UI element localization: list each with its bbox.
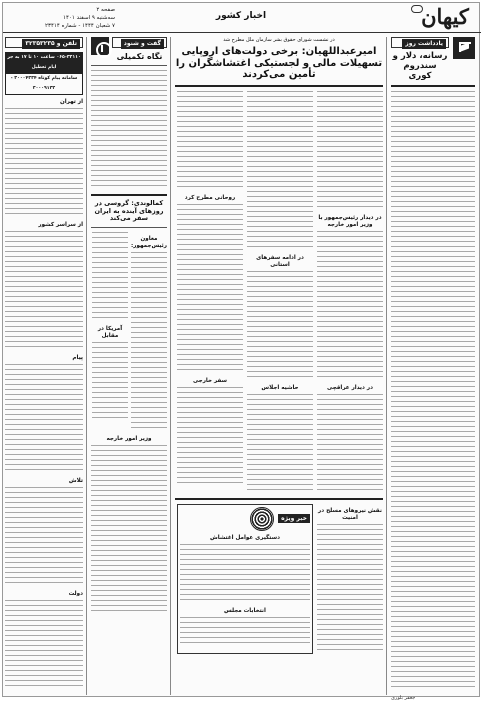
lead-subhead-a: در دیدار رئیس‌جمهور با وزیر امور خارجه [318, 214, 382, 228]
bottom-head-b: دستگیری عوامل اغتشاش [210, 534, 280, 541]
analysis-icon [91, 37, 109, 55]
lead-body-col-b [247, 91, 313, 251]
lead-subhead-b: در ادامه سفرهای استانی [256, 254, 304, 268]
readers-section-1: از تهران [59, 99, 83, 105]
readers-label: تلفن و ۳۲۳۵۳۲۳۵ [22, 39, 80, 49]
analysis-column [91, 37, 167, 695]
lead-story [175, 37, 383, 695]
lead-subhead-c: روحانی مطرح کرد [184, 194, 236, 201]
analysis-label-bar [112, 37, 167, 48]
lead-body-col-a [317, 91, 383, 211]
readers-label-bar [5, 37, 83, 48]
contact-box [5, 52, 83, 95]
bottom-head-a: نقش نیروهای مسلح در امنیت [318, 507, 382, 521]
snippet-head-b: حاشیه اجلاس [261, 384, 299, 391]
newspaper-logo: کیهان [421, 4, 469, 29]
editorial-body [391, 91, 475, 691]
issue-number: ۷ شعبان ۱۴۴۴ - شماره ۲۳۴۱۴ [45, 23, 115, 29]
logo-mark-icon [411, 5, 423, 13]
readers-section-5: دولت [68, 591, 83, 597]
contact-phone-2: سامانه پیام کوتاه ۳۰۰۰۴۳۳۴ - ۳۰۰۰۹۱۳۲ [6, 73, 82, 94]
editorial-signature: جعفر بلوری [391, 695, 416, 701]
issue-date: سه‌شنبه ۹ اسفند ۱۴۰۱ [63, 15, 115, 21]
lead-body-col-c [177, 91, 243, 191]
newspaper-page [2, 2, 480, 701]
masthead [3, 3, 481, 33]
editorial-label: یادداشت روز [402, 39, 446, 49]
special-news-box [177, 504, 313, 654]
flag-icon [453, 37, 475, 59]
bottom-head-c: انتخابات مجلس [224, 607, 266, 614]
readers-section-2: از سراسر کشور [38, 222, 83, 228]
readers-section-4: تلاش [68, 478, 83, 484]
lead-kicker: در نشست شورای حقوق بشر سازمان ملل مطرح شد [223, 37, 335, 43]
editorial-headline: رسانه، دلار و سندروم کوری [392, 51, 448, 81]
readers-section-3: پیام [72, 355, 83, 361]
analysis-subhead-b: آمریکا در مقابل [97, 325, 123, 339]
spiral-emblem-icon [250, 507, 274, 531]
analysis-subhead-c: وزیر امور خارجه [106, 435, 152, 442]
snippet-head-a: در دیدار عراقچی [327, 384, 373, 391]
grossi-headline: کمالوندی: گروسی در روزهای آینده به ایران سفر می‌کند [94, 199, 164, 223]
issue-info [7, 6, 115, 30]
snippet-head-c: سفر خارجی [193, 377, 227, 384]
editorial-label-bar [391, 37, 449, 48]
analysis-body [91, 70, 167, 190]
contact-phone-1: ۰۶۵-۳۳۱۱۰ ساعت ۱۰ تا ۱۷ به جز ایام تعطیل [6, 53, 82, 73]
page-number: صفحه ۲ [96, 7, 115, 13]
editorial-column [391, 37, 475, 701]
analysis-headline: نگاه تکمیلی [116, 52, 163, 61]
bottom-box-a [317, 504, 383, 654]
analysis-subhead-a: معاون رئیس‌جمهور: [131, 235, 167, 249]
lead-headline: امیرعبداللهیان: برخی دولت‌های اروپایی تسهیلات مالی و لجستیکی اغتشاشگران را تأمین می‌کردند [175, 46, 383, 80]
analysis-label: گفت و شنود [121, 39, 164, 49]
readers-column [5, 37, 83, 695]
section-title: اخبار کشور [215, 11, 267, 21]
special-news-label: خبر ویژه [278, 514, 310, 523]
